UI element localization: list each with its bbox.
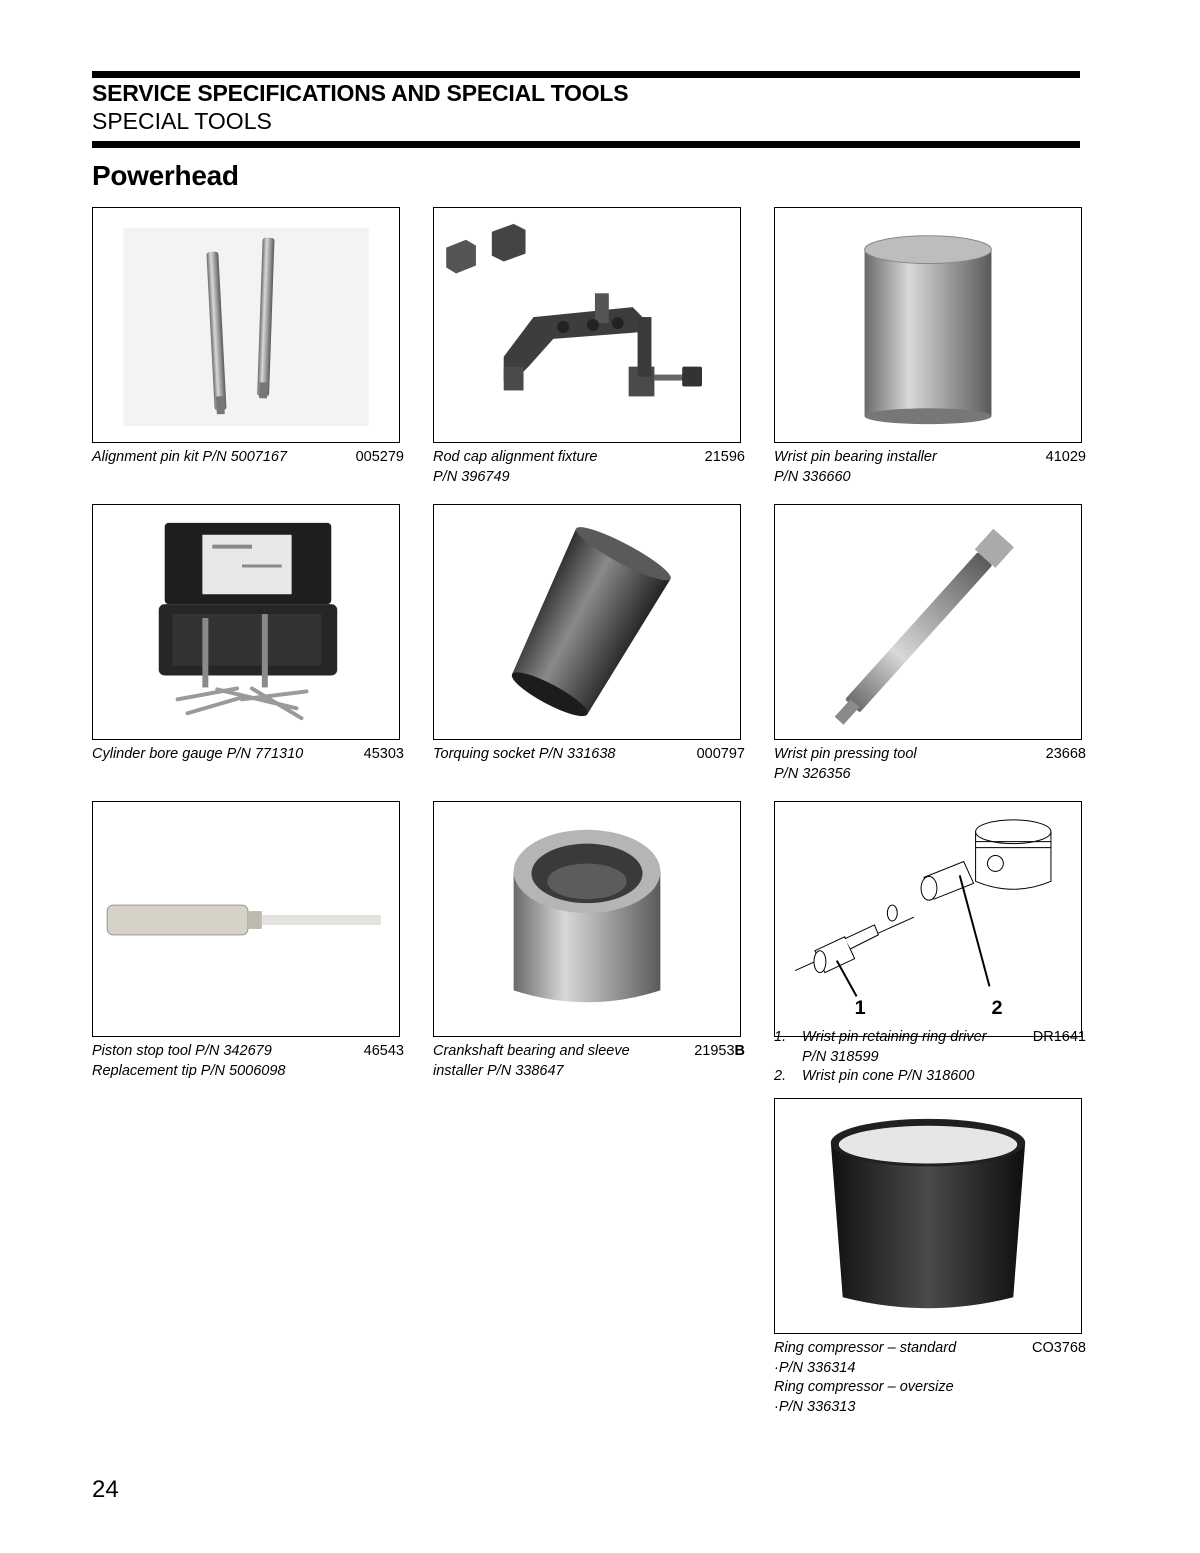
ring-compressor-caption: Ring compressor – standard ·P/N 336314 Ring compressor – oversize ·P/N 336313 CO3768 [774, 1340, 1086, 1415]
alignment-pin-kit-image [92, 207, 400, 443]
figure-ref: 21953B [694, 1043, 745, 1059]
figure-ref: 23668 [1045, 746, 1086, 762]
figure-ref: CO3768 [1031, 1340, 1086, 1356]
tool-caption-5: Torquing socket P/N 331638 000797 [433, 745, 745, 765]
tool-caption-7: Piston stop tool P/N 342679 Replacement tip P/N 5006098 46543 [92, 1043, 404, 1079]
tool-caption-1: Alignment pin kit P/N 5007167 005279 [92, 448, 404, 468]
figure-ref: 46543 [363, 1043, 404, 1059]
tool-caption-8: Crankshaft bearing and sleeve installer P/N 338647 21953B [433, 1043, 745, 1079]
callout-2: 2 [991, 997, 1003, 1020]
figure-ref: DR1641 [1032, 1029, 1086, 1045]
cylinder-bore-gauge-image [92, 504, 400, 740]
piston-stop-tool-image [92, 801, 400, 1037]
tool-caption-3: Wrist pin bearing installer P/N 336660 41029 [774, 449, 1086, 485]
callout-1: 1 [854, 997, 866, 1020]
crankshaft-bearing-sleeve-installer-image [433, 801, 741, 1037]
figure-ref: 21596 [704, 449, 745, 465]
tool-caption-2: Rod cap alignment fixture P/N 396749 21596 [433, 449, 745, 485]
page-number: 24 [92, 1476, 119, 1503]
rod-cap-alignment-fixture-image [433, 207, 741, 443]
wrist-pin-bearing-installer-image [774, 207, 1082, 443]
figure-ref: 45303 [363, 746, 404, 762]
wrist-pin-tool-set-diagram [774, 801, 1082, 1037]
figure-ref: 41029 [1045, 449, 1086, 465]
header-top-rule [92, 71, 1080, 78]
torquing-socket-image [433, 504, 741, 740]
section-title: Powerhead [92, 160, 239, 191]
figure-ref: 005279 [355, 449, 404, 465]
tool-caption-6: Wrist pin pressing tool P/N 326356 23668 [774, 746, 1086, 782]
ring-compressor-image [774, 1098, 1082, 1334]
tool-caption-4: Cylinder bore gauge P/N 771310 45303 [92, 745, 404, 765]
page-title: SERVICE SPECIFICATIONS AND SPECIAL TOOLS [92, 80, 629, 106]
figure-ref: 000797 [696, 746, 745, 762]
page-subtitle: SPECIAL TOOLS [92, 108, 272, 134]
header-bottom-rule [92, 141, 1080, 148]
wrist-pin-pressing-tool-image [774, 504, 1082, 740]
wrist-pin-tool-set-caption: 1. Wrist pin retaining ring driver P/N 318599 2. Wrist pin cone P/N 318600 DR1641 [774, 1029, 1086, 1084]
